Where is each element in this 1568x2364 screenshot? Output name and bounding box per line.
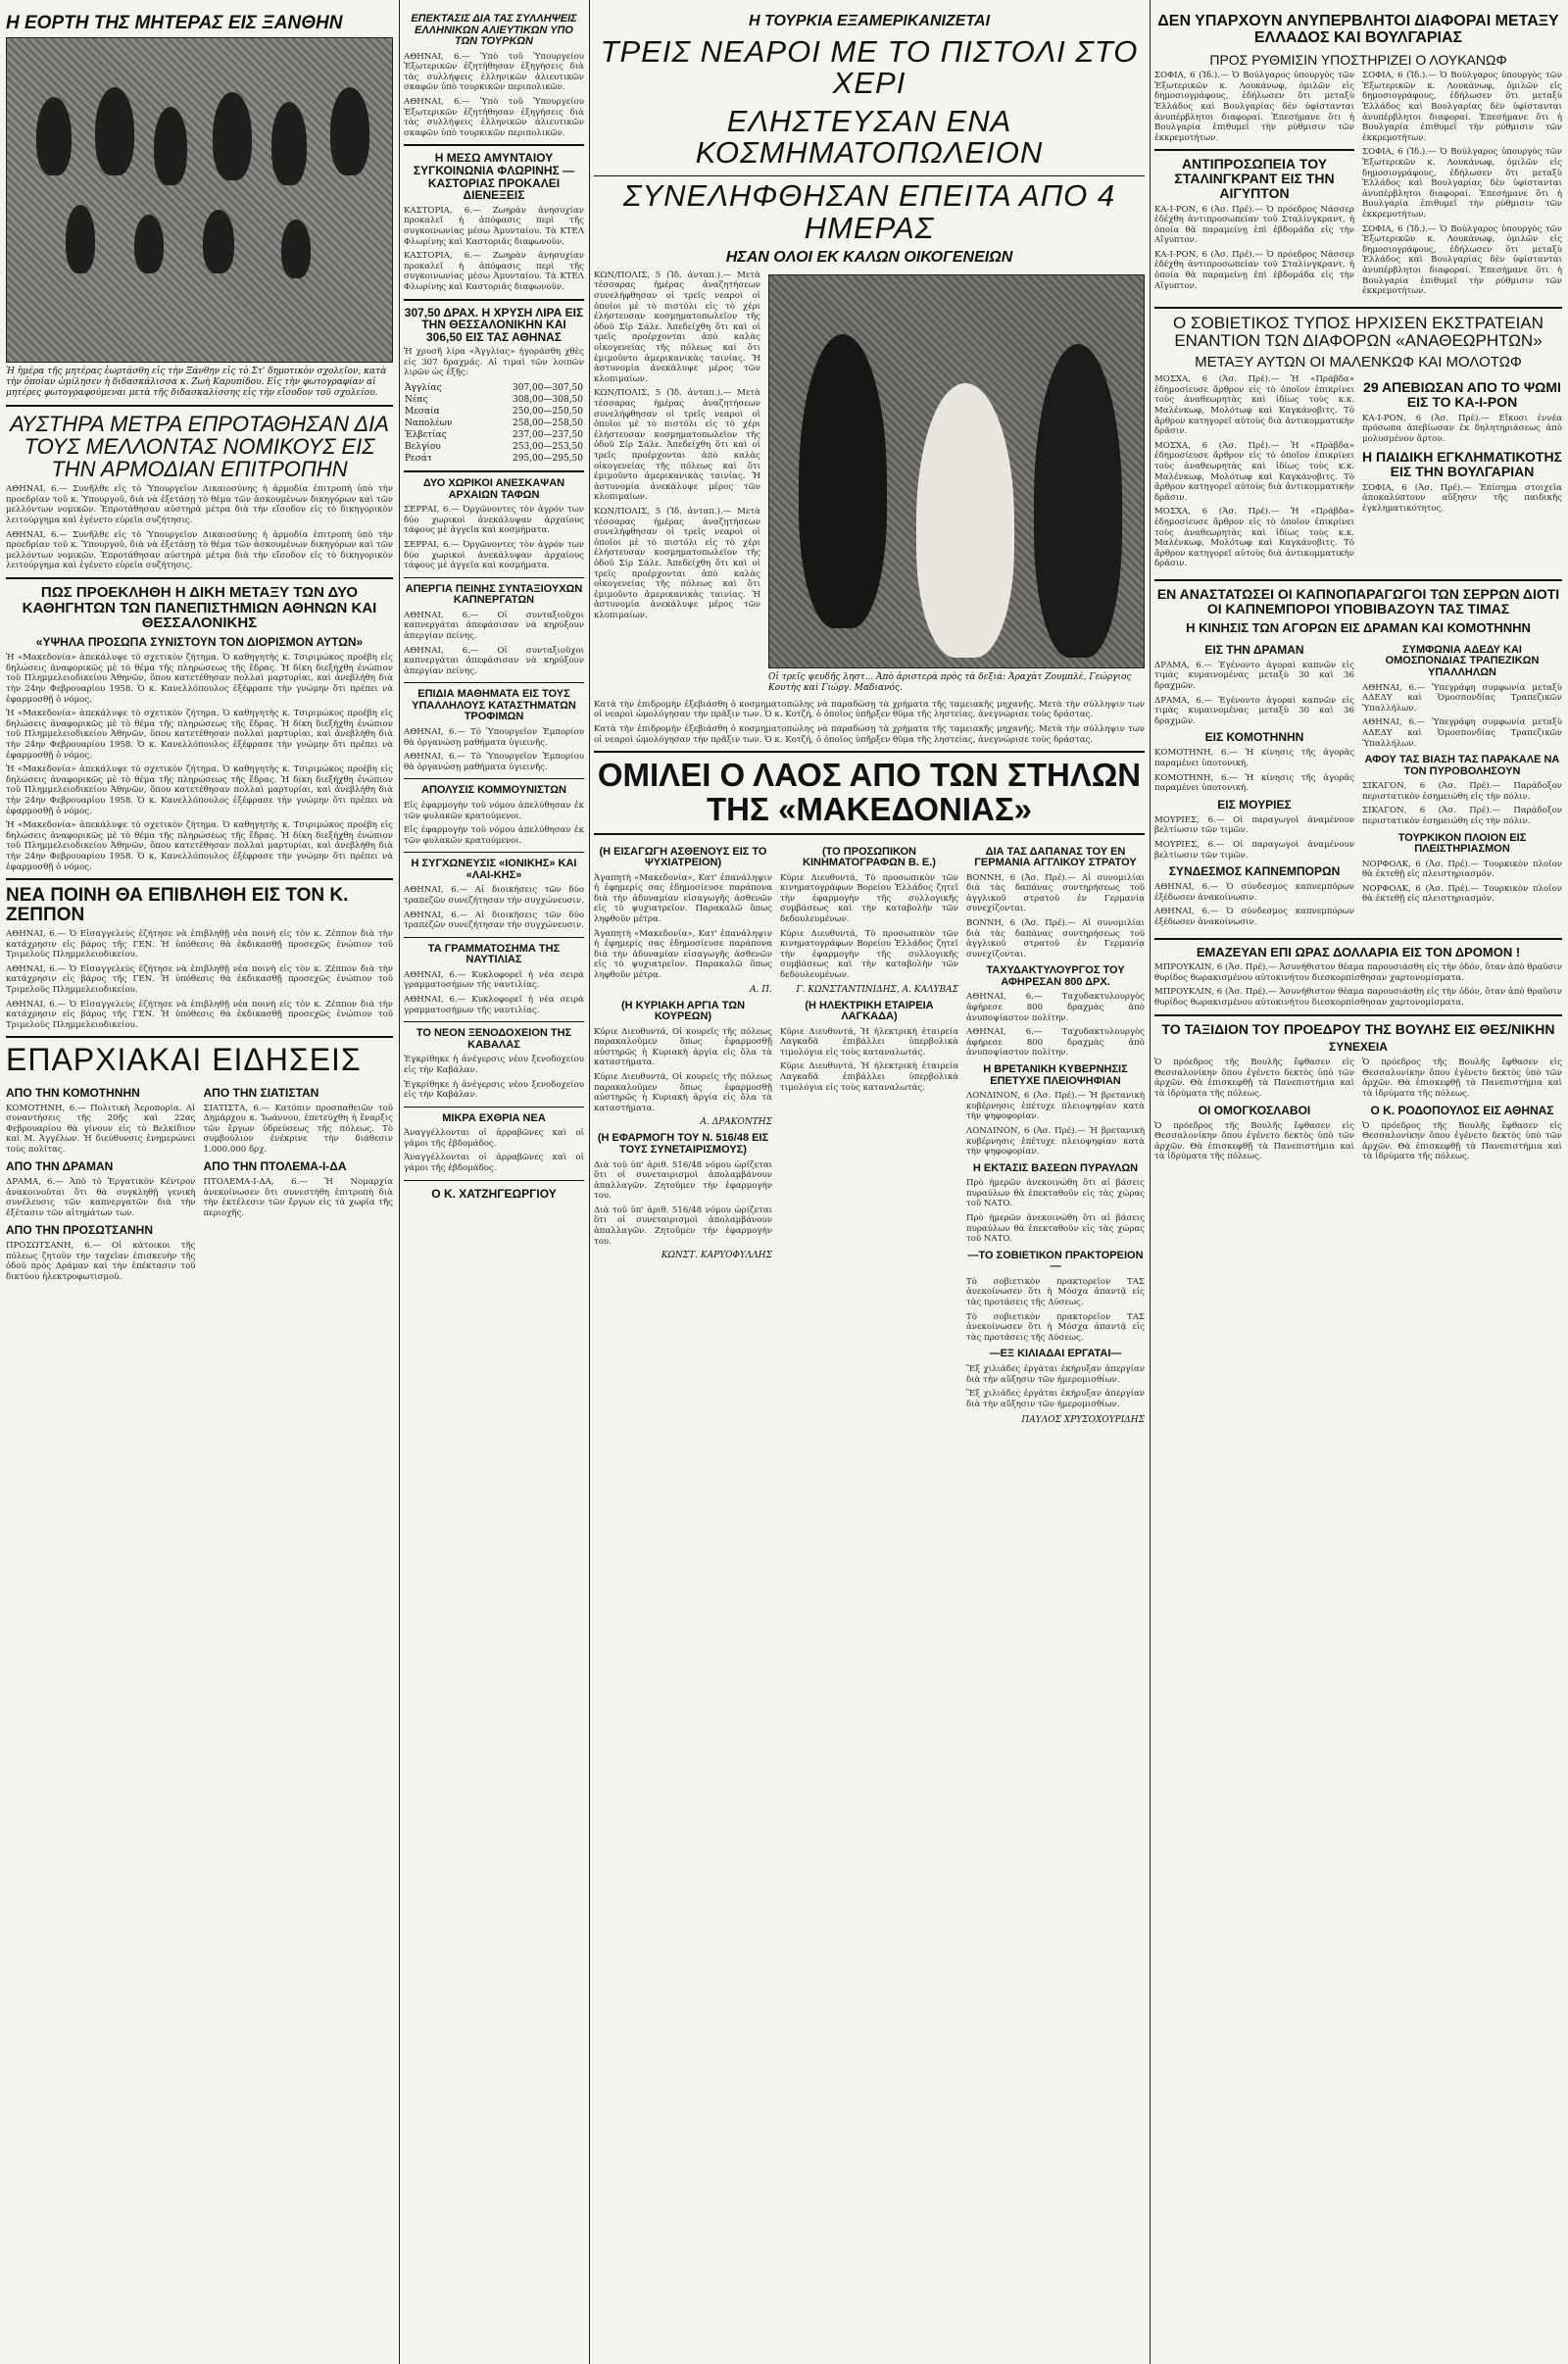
prov-title: ΑΠΟ ΤΗΝ ΣΙΑΤΙΣΤΑΝ — [203, 1085, 319, 1100]
news-body: Ἓξ χιλιάδες ἐργάται ἐκήρυξαν ἀπεργίαν διὰ τὴν αὔξησιν τῶν ἡμερομισθίων. — [966, 1364, 1145, 1385]
article-body: ΑΘΗΝΑΙ, 6.— Ὁ Εἰσαγγελεὺς ἐζήτησε νὰ ἐπιβληθῇ νέα ποινὴ εἰς τὸν κ. Ζέππον διὰ τὴν κατάχρησιν εἰς βάρος τῆς ΓΕΝ. Ἡ ὑπόθεσις θὰ ἐκδικασθῇ προσεχῶς ἐνώπιον τοῦ Τριμελοῦς Πλημμελειοδικείου. — [6, 963, 393, 995]
market-title: ΣΥΝΔΕΣΜΟΣ ΚΑΠΝΕΜΠΟΡΩΝ — [1168, 864, 1341, 879]
article-body: Ἡ «Μακεδονία» ἀπεκάλυψε τὸ σχετικὸν ζήτημα. Ὁ καθηγητὴς κ. Τσιριμώκος προέβη εἰς δηλώσεις ἀναφορικῶς μὲ τὸ θέμα τῆς πληρώσεως τῆς ἕδρας. Ἡ δίκη διεξήχθη ἐνώπιον τοῦ Πλημμελειοδικείου Ἀθηνῶν, ὅπου κατετέθησαν πολλαὶ μαρτυρίαι, καὶ ἀνεβλήθη διὰ τὴν 24ην Φεβρουαρίου 1958. Ὁ κ. Κανελλόπουλος ἐξέφρασε τὴν γνώμην ὅτι πρέπει νὰ ἐφαρμοσθῇ ὁ νόμος. — [6, 764, 393, 816]
gold-coin: Ναπολέων — [405, 419, 453, 429]
article-body: ΜΠΡΟΥΚΛΙΝ, 6 (Ἀσ. Πρέ).— Ἀσυνήθιστον θέαμα παρουσιάσθη εἰς τὴν ὁδόν, ὅταν ἀπὸ θραῦσιν θυρίδος θωρακισμένου αὐτοκινήτου διεσκορπίσθησαν χαρτονομίσματα. — [1154, 962, 1562, 983]
letter-body: Κύριε Διευθυντά, Ἡ ἡλεκτρικὴ ἑταιρεία Λαγκαδᾶ ἐπιβάλλει ὑπερβολικὰ τιμολόγια εἰς τοὺς καταναλωτάς. — [780, 1026, 958, 1058]
market-title: ΕΙΣ ΚΟΜΟΤΗΝΗΝ — [1204, 730, 1304, 745]
market-body: ΑΘΗΝΑΙ, 6.— Ὁ σύνδεσμος καπνεμπόρων ἐξέδωσεν ἀνακοίνωσιν. — [1154, 907, 1354, 927]
market-body: ΔΡΑΜΑ, 6.— Ἐγένοντο ἀγοραὶ καπνῶν εἰς τιμὰς κυμαινομένας μεταξὺ 30 καὶ 36 δραχμῶν. — [1154, 695, 1354, 726]
prov-title: ΑΠΟ ΤΗΝ ΚΟΜΟΤΗΝΗΝ — [6, 1085, 140, 1100]
news-body: Τὸ σοβιετικὸν πρακτορεῖον ΤΑΣ ἀνεκοίνωσεν ὅτι ἡ Μόσχα ἀπαντᾷ εἰς τὰς προτάσεις τῆς Δύσεως. — [966, 1276, 1145, 1308]
item-title: Η ΜΕΣΩ ΑΜΥΝΤΑΙΟΥ ΣΥΓΚΟΙΝΩΝΙΑ ΦΛΩΡΙΝΗΣ — ΚΑΣΤΟΡΙΑΣ ΠΡΟΚΑΛΕΙ ΔΙΕΝΕΞΕΙΣ — [413, 151, 575, 203]
gold-row — [404, 418, 584, 429]
sub-heading: ΟΙ ΟΜΟΓΚΟΣΛΑΒΟΙ — [1198, 1103, 1311, 1117]
item-body: ΑΘΗΝΑΙ, 6.— Ὑπεγράφη συμφωνία μεταξὺ ΑΔΕΔΥ καὶ Ὁμοσπονδίας Τραπεζικῶν Ὑπαλλήλων. — [1362, 682, 1562, 714]
item-body: ΑΘΗΝΑΙ, 6.— Ὑπεγράφη συμφωνία μεταξὺ ΑΔΕΔΥ καὶ Ὁμοσπονδίας Τραπεζικῶν Ὑπαλλήλων. — [1362, 717, 1562, 749]
item-body: ΚΑ-Ι-ΡΟΝ, 6 (Ἀσ. Πρέ).— Εἴκοσι ἐννέα πρόσωπα ἀπεβίωσαν ἐκ δηλητηριάσεως ἀπὸ μολυσμένον ἄρτον. — [1362, 413, 1562, 444]
column-rule — [399, 0, 400, 2364]
market-title: ΕΙΣ ΤΗΝ ΔΡΑΜΑΝ — [1204, 642, 1304, 657]
letter-signature: ΚΩΝΣΤ. ΚΑΡΥΟΦΥΛΛΗΣ — [661, 1251, 772, 1261]
center-block — [594, 8, 1145, 2356]
mothers-day-photo — [6, 37, 393, 363]
news-body: Ἓξ χιλιάδες ἐργάται ἐκήρυξαν ἀπεργίαν διὰ τὴν αὔξησιν τῶν ἡμερομισθίων. — [966, 1389, 1145, 1409]
item-body: ΣΟΦΙΑ, 6 (Ἀσ. Πρέ).— Ἐπίσημα στοιχεῖα ἀποκαλύπτουν αὔξησιν τῆς παιδικῆς ἐγκληματικότητος. — [1362, 482, 1562, 514]
headline-professors: ΠΩΣ ΠΡΟΕΚΛΗΘΗ Η ΔΙΚΗ ΜΕΤΑΞΥ ΤΩΝ ΔΥΟ ΚΑΘΗΓΗΤΩΝ ΤΩΝ ΠΑΝΕΠΙΣΤΗΜΙΩΝ ΑΘΗΝΩΝ ΚΑΙ ΘΕΣΣΑΛΟΝΙΚΗΣ — [22, 583, 377, 632]
letter-body: Διὰ τοῦ ὑπ' ἀριθ. 516/48 νόμου ὡρίζεται ὅτι οἱ συνεταιρισμοὶ ἀπολαμβάνουν ἀπαλλαγῶν. Ζητοῦμεν τὴν ἐφαρμογήν του. — [594, 1205, 772, 1247]
letter-body: Κύριε Διευθυντά, Τὸ προσωπικὸν τῶν κινηματογράφων Βορείου Ἑλλάδος ζητεῖ τὴν ἐφαρμογὴν τῆς συλλογικῆς συμβάσεως καὶ τὴν καταβολὴν τῶν δεδουλευμένων. — [780, 872, 958, 924]
divider — [404, 778, 584, 779]
article-body: ΜΠΡΟΥΚΛΙΝ, 6 (Ἀσ. Πρέ).— Ἀσυνήθιστον θέαμα παρουσιάσθη εἰς τὴν ὁδόν, ὅταν ἀπὸ θραῦσιν θυρίδος θωρακισμένου αὐτοκινήτου διεσκορπίσθησαν χαρτονομίσματα. — [1154, 987, 1562, 1008]
item-title: ΜΙΚΡΑ ΕΧΘΡΙΑ ΝΕΑ — [442, 1111, 546, 1124]
item-body: ΑΘΗΝΑΙ, 6.— Οἱ συνταξιοῦχοι καπνεργάται ἀπεφάσισαν νὰ κηρύξουν ἀπεργίαν πείνης. — [404, 610, 584, 642]
letter-body: Διὰ τοῦ ὑπ' ἀριθ. 516/48 νόμου ὡρίζεται ὅτι οἱ συνεταιρισμοὶ ἀπολαμβάνουν ἀπαλλαγῶν. Ζητοῦμεν τὴν ἐφαρμογήν του. — [594, 1159, 772, 1202]
gold-coin: Μεσαία — [405, 407, 440, 418]
item-title: Η ΣΥΓΧΩΝΕΥΣΙΣ «ΙΟΝΙΚΗΣ» ΚΑΙ «ΛΑΙ-ΚΗΣ» — [411, 858, 577, 881]
prov-body: ΔΡΑΜΑ, 6.— Ἀπὸ τὸ Ἐργατικὸν Κέντρον ἀνακοινοῦται ὅτι θὰ συγκληθῇ γενικὴ συνέλευσις τῶν καπνεργατῶν διὰ τὴν ἐξέτασιν τῶν αἰτημάτων των. — [6, 1177, 196, 1218]
item-body: ΚΑΣΤΟΡΙΑ, 6.— Ζωηρὰν ἀνησυχίαν προκαλεῖ ἡ ἀπόφασις περὶ τῆς συγκοινωνίας μέσω Ἀμυνταίου. Τὰ ΚΤΕΛ Φλωρίνης καὶ Καστοριᾶς διαφωνοῦν. — [404, 251, 584, 292]
item-title: ΕΠΙΔΙΑ ΜΑΘΗΜΑΤΑ ΕΙΣ ΤΟΥΣ ΥΠΑΛΛΗΛΟΥΣ ΚΑΤΑΣΤΗΜΑΤΩΝ ΤΡΟΦΙΜΩΝ — [412, 688, 576, 723]
item-body: ΑΘΗΝΑΙ, 6.— Οἱ συνταξιοῦχοι καπνεργάται ἀπεφάσισαν νὰ κηρύξουν ἀπεργίαν πείνης. — [404, 645, 584, 676]
letter-title: (Η ΗΛΕΚΤΡΙΚΗ ΕΤΑΙΡΕΙΑ ΛΑΓΚΑΔΑ) — [805, 999, 934, 1023]
article-body: ΚΩΝ/ΠΟΛΙΣ, 5 (Ἰδ. ἀνταπ.).— Μετὰ τέσσαρας ἡμέρας ἀναζητήσεων συνελήφθησαν οἱ τρεῖς νεαροὶ οἱ ὁποῖοι μὲ τὸ πιστόλι εἰς τὸ χέρι ἐλήστευσαν κοσμηματοπωλεῖον τῆς ὁδοῦ Σίρ Σάλε. Ἀπεδείχθη ὅτι καὶ οἱ τρεῖς προέρχονται ἀπὸ καλὰς οἰκογενείας τῆς πόλεως καὶ ὅτι ἐμιμοῦντο ἀμερικανικὰς ταινίας. Ἡ ἀστυνομία ἀνεκάλυψε μέρος τῶν κλοπιμαίων. — [594, 270, 760, 384]
headline-lawyers: ΑΥΣΤΗΡΑ ΜΕΤΡΑ ΕΠΡΟΤΑΘΗΣΑΝ ΔΙΑ ΤΟΥΣ ΜΕΛΛΟΝΤΑΣ ΝΟΜΙΚΟΥΣ ΕΙΣ ΤΗΝ ΑΡΜΟΔΙΑΝ ΕΠΙΤΡΟΠΗΝ — [10, 411, 389, 482]
item-body: Ἀναγγέλλονται οἱ ἀρραβῶνες καὶ οἱ γάμοι τῆς ἑβδομάδος. — [404, 1128, 584, 1149]
article-body: ΜΟΣΧΑ, 6 (Ἀσ. Πρέ).— Ἡ «Πράβδα» ἐδημοσίευσε ἄρθρον εἰς τὸ ὁποῖον ἐπικρίνει τοὺς ἀναθεωρητὰς καὶ ἰδίως τοὺς κ.κ. Μαλένκωφ, Μολότωφ καὶ Καγκάνοβιτς. Τὸ ἄρθρον κατηγορεῖ αὐτοὺς διὰ ἀντικομματικὴν δρᾶσιν. — [1154, 440, 1354, 503]
article-body: Ὁ πρόεδρος τῆς Βουλῆς ἔφθασεν εἰς Θεσσαλονίκην ὅπου ἐγένετο δεκτὸς ὑπὸ τῶν ἀρχῶν. Θὰ ἐπισκεφθῇ τὰ Πανεπιστήμια καὶ τὰ ἱδρύματα τῆς πόλεως. — [1154, 1058, 1354, 1100]
main-headline-3: ΣΥΝΕΛΗΦΘΗΣΑΝ ΕΠΕΙΤΑ ΑΠΟ 4 ΗΜΕΡΑΣ — [594, 175, 1145, 244]
news-title: ΤΑΧΥΔΑΚΤΥΛΟΥΡΓΟΣ ΤΟΥ ΑΦΗΡΕΣΑΝ 800 ΔΡΧ. — [986, 964, 1125, 988]
item-title: ΑΦΟΥ ΤΑΣ ΒΙΑΣΗ ΤΑΣ ΠΑΡΑΚΑΛΕ ΝΑ ΤΟΝ ΠΥΡΟΒΟΛΗΣΟΥΝ — [1364, 754, 1560, 777]
item-body: Ἐγκρίθηκε ἡ ἀνέγερσις νέου ξενοδοχείου εἰς τὴν Καβάλαν. — [404, 1055, 584, 1075]
left-column — [6, 8, 393, 2356]
news-title: Η ΒΡΕΤΑΝΙΚΗ ΚΥΒΕΡΝΗΣΙΣ ΕΠΕΤΥΧΕ ΠΛΕΙΟΨΗΦΙΑΝ — [983, 1063, 1128, 1087]
item-body: ΣΙΚΑΓΟΝ, 6 (Ἀσ. Πρέ).— Παράδοξον περιστατικὸν ἐσημειώθη εἰς τὴν πόλιν. — [1362, 781, 1562, 802]
article-body: ΜΟΣΧΑ, 6 (Ἀσ. Πρέ).— Ἡ «Πράβδα» ἐδημοσίευσε ἄρθρον εἰς τὸ ὁποῖον ἐπικρίνει τοὺς ἀναθεωρητὰς καὶ ἰδίως τοὺς κ.κ. Μαλένκωφ, Μολότωφ καὶ Καγκάνοβιτς. Τὸ ἄρθρον κατηγορεῖ αὐτοὺς διὰ ἀντικομματικὴν δρᾶσιν. — [1154, 507, 1354, 569]
article-body: Ὁ πρόεδρος τῆς Βουλῆς ἔφθασεν εἰς Θεσσαλονίκην ὅπου ἐγένετο δεκτὸς ὑπὸ τῶν ἀρχῶν. Θὰ ἐπισκεφθῇ τὰ Πανεπιστήμια καὶ τὰ ἱδρύματα τῆς πόλεως. — [1154, 1120, 1354, 1162]
news-body: ΒΟΝΝΗ, 6 (Ἀσ. Πρέ).— Αἱ συνομιλίαι διὰ τὰς δαπάνας συντηρήσεως τοῦ ἀγγλικοῦ στρατοῦ ἐν Γερμανίᾳ συνεχίζονται. — [966, 918, 1145, 960]
gold-price: 308,00—308,50 — [513, 395, 583, 406]
item-title: ΤΟ ΝΕΟΝ ΞΕΝΟΔΟΧΕΙΟΝ ΤΗΣ ΚΑΒΑΛΑΣ — [416, 1027, 572, 1051]
article-body: Ἡ «Μακεδονία» ἀπεκάλυψε τὸ σχετικὸν ζήτημα. Ὁ καθηγητὴς κ. Τσιριμώκος προέβη εἰς δηλώσεις ἀναφορικῶς μὲ τὸ θέμα τῆς πληρώσεως τῆς ἕδρας. Ἡ δίκη διεξήχθη ἐνώπιον τοῦ Πλημμελειοδικείου Ἀθηνῶν, ὅπου κατετέθησαν πολλαὶ μαρτυρίαι, καὶ ἀνεβλήθη διὰ τὴν 24ην Φεβρουαρίου 1958. Ὁ κ. Κανελλόπουλος ἐξέφρασε τὴν γνώμην ὅτι πρέπει νὰ ἐφαρμοσθῇ ὁ νόμος. — [6, 653, 393, 705]
item-title: ΣΥΜΦΩΝΙΑ ΑΔΕΔΥ ΚΑΙ ΟΜΟΣΠΟΝΔΙΑΣ ΤΡΑΠΕΖΙΚΩΝ ΥΠΑΛΛΗΛΩΝ — [1385, 643, 1540, 678]
kicker: Η ΤΟΥΡΚΙΑ ΕΞΑΜΕΡΙΚΑΝΙΖΕΤΑΙ — [748, 13, 991, 29]
subheadline-professors: «ΥΨΗΛΑ ΠΡΟΣΩΠΑ ΣΥΝΙΣΤΟΥΝ ΤΟΝ ΔΙΟΡΙΣΜΟΝ ΑΥΤΩΝ» — [35, 635, 364, 650]
gold-coin: Νέας — [405, 395, 428, 406]
headline-zeppos: ΝΕΑ ΠΟΙΝΗ ΘΑ ΕΠΙΒΛΗΘΗ ΕΙΣ ΤΟΝ Κ. ΖΕΠΠΟΝ — [6, 885, 349, 926]
letter-body: Ἀγαπητὴ «Μακεδονία», Κατ' ἐπανάληψιν ἡ ἐφημερίς σας ἐδημοσίευσε παράπονα διὰ τὴν ἀδυναμίαν εἰσαγωγῆς ἀσθενῶν εἰς τὸ ψυχιατρεῖον. Παρακαλῶ ὅπως ληφθοῦν μέτρα. — [594, 928, 772, 980]
item-body: Ἐγκρίθηκε ἡ ἀνέγερσις νέου ξενοδοχείου εἰς τὴν Καβάλαν. — [404, 1079, 584, 1101]
headline-tobacco: ΕΝ ΑΝΑΣΤΑΤΩΣΕΙ ΟΙ ΚΑΠΝΟΠΑΡΑΓΩΓΟΙ ΤΩΝ ΣΕΡΡΩΝ ΔΙΟΤΙ ΟΙ ΚΑΠΝΕΜΠΟΡΟΙ ΥΠΟΒΙΒΑΖΟΥΝ ΤΑΣ ΤΙΜΑΣ — [1156, 585, 1560, 616]
news-title: —ΕΞ ΚΙΛΙΑΔΑΙ ΕΡΓΑΤΑΙ— — [989, 1348, 1122, 1360]
letter-body: Ἀγαπητὴ «Μακεδονία», Κατ' ἐπανάληψιν ἡ ἐφημερίς σας ἐδημοσίευσε παράπονα διὰ τὴν ἀδυναμίαν εἰσαγωγῆς ἀσθενῶν εἰς τὸ ψυχιατρεῖον. Παρακαλῶ ὅπως ληφθοῦν μέτρα. — [594, 872, 772, 924]
item-body: Ἡ χρυσῆ λίρα «Ἀγγλίας» ἠγοράσθη χθὲς εἰς 307 δραχμάς. Αἱ τιμαὶ τῶν λοιπῶν λιρῶν ὡς ἑξῆς: — [404, 347, 584, 378]
gold-coin: Ρεσάτ — [405, 454, 432, 465]
item-body: ΝΟΡΦΟΛΚ, 6 (Ἀσ. Πρέ).— Τουρκικὸν πλοῖον θὰ ἐκτεθῇ εἰς πλειστηριασμόν. — [1362, 883, 1562, 905]
item-title: 29 ΑΠΕΒΙΩΣΑΝ ΑΠΟ ΤΟ ΨΩΜΙ ΕΙΣ ΤΟ ΚΑ-Ι-ΡΟΝ — [1363, 379, 1561, 410]
article-body: Κατὰ τὴν ἐπιδρομὴν ἐξεβιάσθη ὁ κοσμηματοπώλης νὰ παραδώσῃ τὰ χρήματα τῆς ταμειακῆς μηχανῆς. Μετὰ τὴν σύλληψιν των οἱ νεαροὶ ὡμολόγησαν τὴν πρᾶξιν των. Ὁ κ. Κοτζή, ὁ ὁποῖος ὑπῆρξεν θῦμα τῆς ληστείας, ἀνεγνώρισε τοὺς δράστας. — [594, 699, 1145, 720]
article-body: ΚΩΝ/ΠΟΛΙΣ, 5 (Ἰδ. ἀνταπ.).— Μετὰ τέσσαρας ἡμέρας ἀναζητήσεων συνελήφθησαν οἱ τρεῖς νεαροὶ οἱ ὁποῖοι μὲ τὸ πιστόλι εἰς τὸ χέρι ἐλήστευσαν κοσμηματοπωλεῖον τῆς ὁδοῦ Σίρ Σάλε. Ἀπεδείχθη ὅτι καὶ οἱ τρεῖς προέρχονται ἀπὸ καλὰς οἰκογενείας τῆς πόλεως καὶ ὅτι ἐμιμοῦντο ἀμερικανικὰς ταινίας. Ἡ ἀστυνομία ἀνεκάλυψε μέρος τῶν κλοπιμαίων. — [594, 506, 760, 620]
article-body: Ὁ πρόεδρος τῆς Βουλῆς ἔφθασεν εἰς Θεσσαλονίκην ὅπου ἐγένετο δεκτὸς ὑπὸ τῶν ἀρχῶν. Θὰ ἐπισκεφθῇ τὰ Πανεπιστήμια καὶ τὰ ἱδρύματα τῆς πόλεως. — [1362, 1120, 1562, 1162]
gold-row — [404, 453, 584, 465]
article-body: ΣΟΦΙΑ, 6 (Ἰδ.).— Ὁ Βούλγαρος ὑπουργὸς τῶν Ἐξωτερικῶν κ. Λουκάνωφ, ὁμιλῶν εἰς δημοσιογράφους, ἐδήλωσεν ὅτι μεταξὺ Ἑλλάδος καὶ Βουλγαρίας δὲν ὑφίστανται ἀνυπέρβλητοι διαφοραί. Ἐπεσήμανε ὅτι ἡ Βουλγαρία ἐπιθυμεῖ τὴν ρύθμισιν τῶν ἐκκρεμοτήτων. — [1362, 223, 1562, 297]
item-body: ΑΘΗΝΑΙ, 6.— Αἱ διοικήσεις τῶν δύο τραπεζῶν συνεζήτησαν τὴν συγχώνευσιν. — [404, 885, 584, 907]
item-body: ΑΘΗΝΑΙ, 6.— Ὑπὸ τοῦ Ὑπουργείου Ἐξωτερικῶν ἐζητήθησαν ἐξηγήσεις διὰ τὰς συλλήψεις ἑλληνικῶν ἀλιευτικῶν σκαφῶν ὑπὸ τουρκικῶν περιπολικῶν. — [404, 51, 584, 93]
news-body: ΛΟΝΔΙΝΟΝ, 6 (Ἀσ. Πρέ).— Ἡ βρετανικὴ κυβέρνησις ἐπέτυχε πλειοψηφίαν κατὰ τὴν ψηφοφορίαν. — [966, 1091, 1145, 1122]
prov-body: ΠΡΟΣΩΤΣΑΝΗ, 6.— Οἱ κάτοικοι τῆς πόλεως ζητοῦν τὴν ταχεῖαν ἐπισκευὴν τῆς ὁδοῦ πρὸς Δράμαν καὶ τὴν ἐπέκτασιν τοῦ δικτύου ἠλεκτροφωτισμοῦ. — [6, 1241, 196, 1282]
prov-body: ΚΟΜΟΤΗΝΗ, 6.— Πολιτικὴ Ἀεροπορία. Αἱ συναντήσεις τῆς 20ῆς καὶ 22ας Φεβρουαρίου θὰ γίνουν εἰς τὸ Βελκίδιον καὶ Μ. Ἀγγέλων. Ἡ διεύθυνσις ἐνημερώνει τοὺς πολίτας. — [6, 1103, 196, 1155]
gold-row — [404, 429, 584, 441]
divider — [404, 1107, 584, 1108]
signature: Ο Κ. ΧΑΤΖΗΓΕΩΡΓΙΟΥ — [431, 1186, 557, 1201]
divider — [404, 852, 584, 853]
letter-signature: Α. ΔΡΑΚΟΝΤΗΣ — [700, 1117, 772, 1128]
news-title: Η ΕΚΤΑΣΙΣ ΒΑΣΕΩΝ ΠΥΡΑΥΛΩΝ — [972, 1161, 1139, 1174]
photo-caption: Ἡ ἡμέρα τῆς μητέρας ἑωρτάσθη εἰς τὴν Ξάνθην εἰς τὸ Στ' δημοτικὸν σχολεῖον, κατὰ τὴν ὁποίαν ὡμίλησεν ἡ διδασκάλισσα κ. Ζωὴ Καρυπίδου. Εἰς τὴν φωτογραφίαν αἱ μητέρες φωτογραφούμεναι μετὰ τῆς διδασκαλίσσης εἰς τὴν εἴσοδον τοῦ σχολείου. — [6, 366, 387, 398]
item-body: ΣΕΡΡΑΙ, 6.— Ὀργῶνοντες τὸν ἀγρόν των δύο χωρικοὶ ἀνεκάλυψαν ἀρχαίους τάφους μὲ ἀγγεῖα καὶ κοσμήματα. — [404, 539, 584, 571]
article-body: ΑΘΗΝΑΙ, 6.— Συνῆλθε εἰς τὸ Ὑπουργεῖον Δικαιοσύνης ἡ ἀρμοδία ἐπιτροπὴ ὑπὸ τὴν προεδρίαν τοῦ κ. Ὑπουργοῦ, διὰ νὰ ἐξετάσῃ τὸ θέμα τῶν ἀσκουμένων δικηγόρων καὶ τῶν μελλόντων νομικῶν. Ἐπροτάθησαν αὐστηρὰ μέτρα διὰ τὴν εἴσοδον εἰς τὸ δικηγορικὸν λειτούργημα καὶ ἐγένετο εὐρεῖα συζήτησις. — [6, 529, 393, 571]
gold-coin: Ἀγγλίας — [405, 383, 442, 394]
section-title: ΕΠΑΡΧΙΑΚΑΙ ΕΙΔΗΣΕΙΣ — [6, 1042, 362, 1078]
divider — [404, 1021, 584, 1022]
market-body: ΔΡΑΜΑ, 6.— Ἐγένοντο ἀγοραὶ καπνῶν εἰς τιμὰς κυμαινομένας μεταξὺ 30 καὶ 36 δραχμῶν. — [1154, 660, 1354, 692]
signature: ΠΑΥΛΟΣ ΧΡΥΣΟΧΟΥΡΙΔΗΣ — [1021, 1415, 1145, 1426]
market-body: ΜΟΥΡΙΕΣ, 6.— Οἱ παραγωγοὶ ἀναμένουν βελτίωσιν τῶν τιμῶν. — [1154, 814, 1354, 836]
robbers-photo — [768, 274, 1145, 668]
prov-title: ΑΠΟ ΤΗΝ ΠΡΟΣΩΤΣΑΝΗΝ — [6, 1223, 154, 1238]
subheadline-tobacco: Η ΚΙΝΗΣΙΣ ΤΩΝ ΑΓΟΡΩΝ ΕΙΣ ΔΡΑΜΑΝ ΚΑΙ ΚΟΜΟΤΗΝΗΝ — [1186, 620, 1531, 636]
gold-coin: Ἑλβετίας — [405, 430, 447, 441]
news-body: ΒΟΝΝΗ, 6 (Ἀσ. Πρέ).— Αἱ συνομιλίαι διὰ τὰς δαπάνας συντηρήσεως τοῦ ἀγγλικοῦ στρατοῦ ἐν Γερμανίᾳ συνεχίζονται. — [966, 872, 1145, 914]
prov-body: ΣΙΑΤΙΣΤΑ, 6.— Κατόπιν προσπαθειῶν τοῦ Δημάρχου κ. Ἰωάννου, ἐπετεύχθη ἡ ἔναρξις τῶν ἔργων ὑδρεύσεως τῆς πόλεως. Τὸ συμβούλιον ἐνέκρινε τὴν διάθεσιν 1.000.000 δρχ. — [203, 1103, 393, 1155]
gold-price: 307,00—307,50 — [513, 383, 583, 394]
divider — [404, 937, 584, 938]
letter-title: (Η ΕΦΑΡΜΟΓΗ ΤΟΥ Ν. 516/48 ΕΙΣ ΤΟΥΣ ΣΥΝΕΤΑΙΡΙΣΜΟΥΣ) — [597, 1132, 769, 1156]
article-body: ΣΟΦΙΑ, 6 (Ἰδ.).— Ὁ Βούλγαρος ὑπουργὸς τῶν Ἐξωτερικῶν κ. Λουκάνωφ, ὁμιλῶν εἰς δημοσιογράφους, ἐδήλωσεν ὅτι μεταξὺ Ἑλλάδος καὶ Βουλγαρίας δὲν ὑφίστανται ἀνυπέρβλητοι διαφοραί. Ἐπεσήμανε ὅτι ἡ Βουλγαρία ἐπιθυμεῖ τὴν ρύθμισιν τῶν ἐκκρεμοτήτων. — [1362, 71, 1562, 143]
letter-body: Κύριε Διευθυντά, Οἱ κουρεῖς τῆς πόλεως παρακαλοῦμεν ὅπως ἐφαρμοσθῇ αὐστηρῶς ἡ Κυριακὴ ἀργία εἰς ὅλα τὰ καταστήματα. — [594, 1072, 772, 1113]
article-body: ΑΘΗΝΑΙ, 6.— Συνῆλθε εἰς τὸ Ὑπουργεῖον Δικαιοσύνης ἡ ἀρμοδία ἐπιτροπὴ ὑπὸ τὴν προεδρίαν τοῦ κ. Ὑπουργοῦ, διὰ νὰ ἐξετάσῃ τὸ θέμα τῶν ἀσκουμένων δικηγόρων καὶ τῶν μελλόντων νομικῶν. Ἐπροτάθησαν αὐστηρὰ μέτρα διὰ τὴν εἴσοδον εἰς τὸ δικηγορικὸν λειτούργημα καὶ ἐγένετο εὐρεῖα συζήτησις. — [6, 484, 393, 525]
item-title: ΔΥΟ ΧΩΡΙΚΟΙ ΑΝΕΣΚΑΨΑΝ ΑΡΧΑΙΩΝ ΤΑΦΩΝ — [422, 477, 565, 501]
item-body: ΣΕΡΡΑΙ, 6.— Ὀργῶνοντες τὸν ἀγρόν των δύο χωρικοὶ ἀνεκάλυψαν ἀρχαίους τάφους μὲ ἀγγεῖα καὶ κοσμήματα. — [404, 505, 584, 536]
article-body: ΣΟΦΙΑ, 6 (Ἰδ.).— Ὁ Βούλγαρος ὑπουργὸς τῶν Ἐξωτερικῶν κ. Λουκάνωφ, ὁμιλῶν εἰς δημοσιογράφους, ἐδήλωσεν ὅτι μεταξὺ Ἑλλάδος καὶ Βουλγαρίας δὲν ὑφίστανται ἀνυπέρβλητοι διαφοραί. Ἐπεσήμανε ὅτι ἡ Βουλγαρία ἐπιθυμεῖ τὴν ρύθμισιν τῶν ἐκκρεμοτήτων. — [1362, 147, 1562, 220]
item-title: Η ΠΑΙΔΙΚΗ ΕΓΚΛΗΜΑΤΙΚΟΤΗΣ ΕΙΣ ΤΗΝ ΒΟΥΛΓΑΡΙΑΝ — [1362, 449, 1562, 480]
article-body: Ἡ «Μακεδονία» ἀπεκάλυψε τὸ σχετικὸν ζήτημα. Ὁ καθηγητὴς κ. Τσιριμώκος προέβη εἰς δηλώσεις ἀναφορικῶς μὲ τὸ θέμα τῆς πληρώσεως τῆς ἕδρας. Ἡ δίκη διεξήχθη ἐνώπιον τοῦ Πλημμελειοδικείου Ἀθηνῶν, ὅπου κατετέθησαν πολλαὶ μαρτυρίαι, καὶ ἀνεβλήθη διὰ τὴν 24ην Φεβρουαρίου 1958. Ὁ κ. Κανελλόπουλος ἐξέφρασε τὴν γνώμην ὅτι πρέπει νὰ ἐφαρμοσθῇ ὁ νόμος. — [6, 820, 393, 872]
wide-headline: ΟΜΙΛΕΙ Ο ΛΑΟΣ ΑΠΟ ΤΩΝ ΣΤΗΛΩΝ ΤΗΣ «ΜΑΚΕΔΟΝΙΑΣ» — [597, 757, 1142, 827]
article-body: Κατὰ τὴν ἐπιδρομὴν ἐξεβιάσθη ὁ κοσμηματοπώλης νὰ παραδώσῃ τὰ χρήματα τῆς ταμειακῆς μηχανῆς. Μετὰ τὴν σύλληψιν των οἱ νεαροὶ ὡμολόγησαν τὴν πρᾶξιν των. Ὁ κ. Κοτζή, ὁ ὁποῖος ὑπῆρξεν θῦμα τῆς ληστείας, ἀνεγνώρισε τοὺς δράστας. — [594, 724, 1145, 745]
continued-label: ΣΥΝΕΧΕΙΑ — [1329, 1040, 1388, 1055]
letter-signature: Α. Π. — [750, 984, 772, 995]
item-body: ΚΑΣΤΟΡΙΑ, 6.— Ζωηρὰν ἀνησυχίαν προκαλεῖ ἡ ἀπόφασις περὶ τῆς συγκοινωνίας μέσω Ἀμυνταίου. Τὰ ΚΤΕΛ Φλωρίνης καὶ Καστοριᾶς διαφωνοῦν. — [404, 205, 584, 247]
letter-signature: Γ. ΚΩΝΣΤΑΝΤΙΝΙΔΗΣ, Α. ΚΑΛΥΒΑΣ — [796, 984, 958, 995]
item-title: ΤΟΥΡΚΙΚΟΝ ΠΛΟΙΟΝ ΕΙΣ ΠΛΕΙΣΤΗΡΙΑΣΜΟΝ — [1397, 831, 1527, 856]
news-body: ΛΟΝΔΙΝΟΝ, 6 (Ἀσ. Πρέ).— Ἡ βρετανικὴ κυβέρνησις ἐπέτυχε πλειοψηφίαν κατὰ τὴν ψηφοφορίαν. — [966, 1125, 1145, 1157]
letter-title: (ΤΟ ΠΡΟΣΩΠΙΚΟΝ ΚΙΝΗΜΑΤΟΓΡΑΦΩΝ Β. Ε.) — [803, 845, 936, 869]
market-body: ΜΟΥΡΙΕΣ, 6.— Οἱ παραγωγοὶ ἀναμένουν βελτίωσιν τῶν τιμῶν. — [1154, 840, 1354, 861]
column-rule — [589, 0, 590, 2364]
gold-price: 295,00—295,50 — [513, 454, 583, 465]
article-body: ΑΘΗΝΑΙ, 6.— Ὁ Εἰσαγγελεὺς ἐζήτησε νὰ ἐπιβληθῇ νέα ποινὴ εἰς τὸν κ. Ζέππον διὰ τὴν κατάχρησιν εἰς βάρος τῆς ΓΕΝ. Ἡ ὑπόθεσις θὰ ἐκδικασθῇ προσεχῶς ἐνώπιον τοῦ Τριμελοῦς Πλημμελειοδικείου. — [6, 999, 393, 1030]
news-title: —ΤΟ ΣΟΒΙΕΤΙΚΟΝ ΠΡΑΚΤΟΡΕΙΟΝ— — [967, 1249, 1144, 1273]
subheadline-soviet-press: ΜΕΤΑΞΥ ΑΥΤΩΝ ΟΙ ΜΑΛΕΝΚΩΦ ΚΑΙ ΜΟΛΟΤΩΦ — [1195, 354, 1522, 371]
gold-price: 253,00—253,50 — [513, 442, 583, 453]
gold-row — [404, 406, 584, 418]
item-title: ΑΠΟΛΥΣΙΣ ΚΟΜΜΟΥΝΙΣΤΩΝ — [421, 784, 566, 797]
prov-body: ΠΤΟΛΕΜΑ-Ι-ΔΑ, 6.— Ἡ Νομαρχία ἀνεκοίνωσεν ὅτι συνεστήθη ἐπιτροπὴ διὰ τὴν ἐκτέλεσιν τῶν ἔργων εἰς τὰ χωρία τῆς περιοχῆς. — [203, 1177, 393, 1218]
item-title: ΑΠΕΡΓΙΑ ΠΕΙΝΗΣ ΣΥΝΤΑΞΙΟΥΧΩΝ ΚΑΠΝΕΡΓΑΤΩΝ — [405, 582, 583, 607]
prov-title: ΑΠΟ ΤΗΝ ΔΡΑΜΑΝ — [6, 1159, 114, 1174]
article-body: ΚΑ-Ι-ΡΟΝ, 6 (Ἀσ. Πρέ).— Ὁ πρόεδρος Νάσσερ ἐδέχθη ἀντιπροσωπείαν τοῦ Σταλίνγκραντ, ἡ ὁποία θὰ παραμείνῃ ἐπὶ ἑβδομάδα εἰς τὴν Αἴγυπτον. — [1154, 249, 1354, 291]
main-headline-1: ΤΡΕΙΣ ΝΕΑΡΟΙ ΜΕ ΤΟ ΠΙΣΤΟΛΙ ΣΤΟ ΧΕΡΙ — [600, 33, 1139, 101]
news-body: Τὸ σοβιετικὸν πρακτορεῖον ΤΑΣ ἀνεκοίνωσεν ὅτι ἡ Μόσχα ἀπαντᾷ εἰς τὰς προτάσεις τῆς Δύσεως. — [966, 1311, 1145, 1343]
right-column — [1154, 8, 1562, 2356]
headline-soviet-press: Ο ΣΟΒΙΕΤΙΚΟΣ ΤΥΠΟΣ ΗΡΧΙΣΕΝ ΕΚΣΤΡΑΤΕΙΑΝ ΕΝΑΝΤΙΟΝ ΤΩΝ ΔΙΑΦΟΡΩΝ «ΑΝΑΘΕΩΡΗΤΩΝ» — [1173, 313, 1544, 350]
gold-row — [404, 382, 584, 394]
article-body: Ὁ πρόεδρος τῆς Βουλῆς ἔφθασεν εἰς Θεσσαλονίκην ὅπου ἐγένετο δεκτὸς ὑπὸ τῶν ἀρχῶν. Θὰ ἐπισκεφθῇ τὰ Πανεπιστήμια καὶ τὰ ἱδρύματα τῆς πόλεως. — [1362, 1058, 1562, 1100]
gold-price: 237,00—237,50 — [513, 430, 583, 441]
gold-price: 258,00—258,50 — [513, 419, 583, 429]
market-body: ΑΘΗΝΑΙ, 6.— Ὁ σύνδεσμος καπνεμπόρων ἐξέδωσεν ἀνακοίνωσιν. — [1154, 882, 1354, 903]
main-subheadline: ΗΣΑΝ ΟΛΟΙ ΕΚ ΚΑΛΩΝ ΟΙΚΟΓΕΝΕΙΩΝ — [725, 249, 1013, 267]
divider — [404, 577, 584, 578]
item-body: Εἰς ἐφαρμογὴν τοῦ νόμου ἀπελύθησαν ἐκ τῶν φυλακῶν κρατούμενοι. — [404, 825, 584, 846]
gold-row — [404, 394, 584, 406]
gold-coin: Βελγίου — [405, 442, 441, 453]
headline-stalingrad: ΑΝΤΙΠΡΟΣΩΠΕΙΑ ΤΟΥ ΣΤΑΛΙΝΓΚΡΑΝΤ ΕΙΣ ΤΗΝ ΑΙΓΥΠΤΟΝ — [1174, 156, 1335, 201]
news-body: ΑΘΗΝΑΙ, 6.— Ταχυδακτυλουργὸς ἀφήρεσε 800 δραχμὰς ἀπὸ ἀνυποψίαστον πολίτην. — [966, 1027, 1145, 1059]
item-body: ΝΟΡΦΟΛΚ, 6 (Ἀσ. Πρέ).— Τουρκικὸν πλοῖον θὰ ἐκτεθῇ εἰς πλειστηριασμόν. — [1362, 859, 1562, 880]
item-title: ΤΑ ΓΡΑΜΜΑΤΟΣΗΜΑ ΤΗΣ ΝΑΥΤΙΛΙΑΣ — [427, 942, 561, 966]
divider — [404, 1180, 584, 1181]
market-body: ΚΟΜΟΤΗΝΗ, 6.— Ἡ κίνησις τῆς ἀγορᾶς παραμένει ὑποτονική. — [1154, 772, 1354, 794]
item-body: ΑΘΗΝΑΙ, 6.— Κυκλοφορεῖ ἡ νέα σειρὰ γραμματοσήμων τῆς ναυτιλίας. — [404, 995, 584, 1015]
item-title: 307,50 ΔΡΑΧ. Η ΧΡΥΣΗ ΛΙΡΑ ΕΙΣ ΤΗΝ ΘΕΣΣΑΛΟΝΙΚΗΝ ΚΑΙ 306,50 ΕΙΣ ΤΑΣ ΑΘΗΝΑΣ — [404, 305, 584, 344]
letter-body: Κύριε Διευθυντά, Οἱ κουρεῖς τῆς πόλεως παρακαλοῦμεν ὅπως ἐφαρμοσθῇ αὐστηρῶς ἡ Κυριακὴ ἀργία εἰς ὅλα τὰ καταστήματα. — [594, 1026, 772, 1068]
item-body: ΣΙΚΑΓΟΝ, 6 (Ἀσ. Πρέ).— Παράδοξον περιστατικὸν ἐσημειώθη εἰς τὴν πόλιν. — [1362, 806, 1562, 826]
letter-title: (Η ΚΥΡΙΑΚΗ ΑΡΓΙΑ ΤΩΝ ΚΟΥΡΕΩΝ) — [620, 999, 746, 1023]
item-body: ΑΘΗΝΑΙ, 6.— Ὑπὸ τοῦ Ὑπουργείου Ἐξωτερικῶν ἐζητήθησαν ἐξηγήσεις διὰ τὰς συλλήψεις ἑλληνικῶν ἀλιευτικῶν σκαφῶν ὑπὸ τουρκικῶν περιπολικῶν. — [404, 97, 584, 138]
letter-title: (Η ΕΙΣΑΓΩΓΗ ΑΣΘΕΝΟΥΣ ΕΙΣ ΤΟ ΨΥΧΙΑΤΡΕΙΟΝ) — [599, 845, 767, 869]
letter-body: Κύριε Διευθυντά, Ἡ ἡλεκτρικὴ ἑταιρεία Λαγκαδᾶ ἐπιβάλλει ὑπερβολικὰ τιμολόγια εἰς τοὺς καταναλωτάς. — [780, 1061, 958, 1093]
item-body: ΑΘΗΝΑΙ, 6.— Τὸ Ὑπουργεῖον Ἐμπορίου θὰ ὀργανώσῃ μαθήματα ὑγιεινῆς. — [404, 727, 584, 748]
gold-price-table — [404, 382, 584, 465]
headline-dollars: ΕΜΑΖΕΥΑΝ ΕΠΙ ΩΡΑΣ ΔΟΛΛΑΡΙΑ ΕΙΣ ΤΟΝ ΔΡΟΜΟΝ ! — [1196, 944, 1521, 960]
article-body: ΑΘΗΝΑΙ, 6.— Ὁ Εἰσαγγελεὺς ἐζήτησε νὰ ἐπιβληθῇ νέα ποινὴ εἰς τὸν κ. Ζέππον διὰ τὴν κατάχρησιν εἰς βάρος τῆς ΓΕΝ. Ἡ ὑπόθεσις θὰ ἐκδικασθῇ προσεχῶς ἐνώπιον τοῦ Τριμελοῦς Πλημμελειοδικείου. — [6, 928, 393, 960]
article-body: ΚΩΝ/ΠΟΛΙΣ, 5 (Ἰδ. ἀνταπ.).— Μετὰ τέσσαρας ἡμέρας ἀναζητήσεων συνελήφθησαν οἱ τρεῖς νεαροὶ οἱ ὁποῖοι μὲ τὸ πιστόλι εἰς τὸ χέρι ἐλήστευσαν κοσμηματοπωλεῖον τῆς ὁδοῦ Σίρ Σάλε. Ἀπεδείχθη ὅτι καὶ οἱ τρεῖς προέρχονται ἀπὸ καλὰς οἰκογενείας τῆς πόλεως καὶ ὅτι ἐμιμοῦντο ἀμερικανικὰς ταινίας. Ἡ ἀστυνομία ἀνεκάλυψε μέρος τῶν κλοπιμαίων. — [594, 388, 760, 503]
item-body: ΑΘΗΝΑΙ, 6.— Αἱ διοικήσεις τῶν δύο τραπεζῶν συνεζήτησαν τὴν συγχώνευσιν. — [404, 910, 584, 931]
sub-heading: Ο Κ. ΡΟΔΟΠΟΥΛΟΣ ΕΙΣ ΑΘΗΝΑΣ — [1370, 1103, 1554, 1117]
second-column — [404, 8, 584, 2356]
gold-row — [404, 441, 584, 453]
gold-price: 250,00—250,50 — [513, 407, 583, 418]
item-body: ΑΘΗΝΑΙ, 6.— Κυκλοφορεῖ ἡ νέα σειρὰ γραμματοσήμων τῆς ναυτιλίας. — [404, 969, 584, 991]
news-body: Πρὸ ἡμερῶν ἀνεκοινώθη ὅτι αἱ βάσεις πυραύλων θὰ ἐπεκταθοῦν εἰς τὰς χώρας τοῦ ΝΑΤΟ. — [966, 1213, 1145, 1245]
headline-parliament: ΤΟ ΤΑΞΙΔΙΟΝ ΤΟΥ ΠΡΟΕΔΡΟΥ ΤΗΣ ΒΟΥΛΗΣ ΕΙΣ ΘΕΣ/ΝΙΚΗΝ — [1161, 1020, 1555, 1037]
article-body: Ἡ «Μακεδονία» ἀπεκάλυψε τὸ σχετικὸν ζήτημα. Ὁ καθηγητὴς κ. Τσιριμώκος προέβη εἰς δηλώσεις ἀναφορικῶς μὲ τὸ θέμα τῆς πληρώσεως τῆς ἕδρας. Ἡ δίκη διεξήχθη ἐνώπιον τοῦ Πλημμελειοδικείου Ἀθηνῶν, ὅπου κατετέθησαν πολλαὶ μαρτυρίαι, καὶ ἀνεβλήθη διὰ τὴν 24ην Φεβρουαρίου 1958. Ὁ κ. Κανελλόπουλος ἐξέφρασε τὴν γνώμην ὅτι πρέπει νὰ ἐφαρμοσθῇ ὁ νόμος. — [6, 709, 393, 761]
headline-bulgaria: ΔΕΝ ΥΠΑΡΧΟΥΝ ΑΝΥΠΕΡΒΛΗΤΟΙ ΔΙΑΦΟΡΑΙ ΜΕΤΑΞΥ ΕΛΛΑΔΟΣ ΚΑΙ ΒΟΥΛΓΑΡΙΑΣ — [1157, 13, 1559, 46]
item-body: Ἀναγγέλλονται οἱ ἀρραβῶνες καὶ οἱ γάμοι τῆς ἑβδομάδος. — [404, 1153, 584, 1174]
article-body: ΜΟΣΧΑ, 6 (Ἀσ. Πρέ).— Ἡ «Πράβδα» ἐδημοσίευσε ἄρθρον εἰς τὸ ὁποῖον ἐπικρίνει τοὺς ἀναθεωρητὰς καὶ ἰδίως τοὺς κ.κ. Μαλένκωφ, Μολότωφ καὶ Καγκάνοβιτς. Τὸ ἄρθρον κατηγορεῖ αὐτοὺς διὰ ἀντικομματικὴν δρᾶσιν. — [1154, 374, 1354, 437]
news-body: ΑΘΗΝΑΙ, 6.— Ταχυδακτυλουργὸς ἀφήρεσε 800 δραχμὰς ἀπὸ ἀνυποψίαστον πολίτην. — [966, 992, 1145, 1023]
item-body: ΑΘΗΝΑΙ, 6.— Τὸ Ὑπουργεῖον Ἐμπορίου θὰ ὀργανώσῃ μαθήματα ὑγιεινῆς. — [404, 752, 584, 772]
letter-body: Κύριε Διευθυντά, Τὸ προσωπικὸν τῶν κινηματογράφων Βορείου Ἑλλάδος ζητεῖ τὴν ἐφαρμογὴν τῆς συλλογικῆς συμβάσεως καὶ τὴν καταβολὴν τῶν δεδουλευμένων. — [780, 928, 958, 980]
divider — [404, 682, 584, 683]
main-headline-2: ΕΛΗΣΤΕΥΣΑΝ ΕΝΑ ΚΟΣΜΗΜΑΤΟΠΩΛΕΙΟΝ — [695, 103, 1044, 171]
article-body: ΣΟΦΙΑ, 6 (Ἰδ.).— Ὁ Βούλγαρος ὑπουργὸς τῶν Ἐξωτερικῶν κ. Λουκάνωφ, ὁμιλῶν εἰς δημοσιογράφους, ἐδήλωσεν ὅτι μεταξὺ Ἑλλάδος καὶ Βουλγαρίας δὲν ὑφίστανται ἀνυπέρβλητοι διαφοραί. Ἐπεσήμανε ὅτι ἡ Βουλγαρία ἐπιθυμεῖ τὴν ρύθμισιν τῶν ἐκκρεμοτήτων. — [1154, 71, 1354, 143]
news-title: ΔΙΑ ΤΑΣ ΔΑΠΑΝΑΣ ΤΟΥ ΕΝ ΓΕΡΜΑΝΙΑ ΑΓΓΛΙΚΟΥ ΣΤΡΑΤΟΥ — [974, 845, 1137, 869]
market-title: ΕΙΣ ΜΟΥΡΙΕΣ — [1217, 797, 1292, 812]
prov-title: ΑΠΟ ΤΗΝ ΠΤΟΛΕΜΑ-Ι-ΔΑ — [203, 1159, 347, 1174]
market-body: ΚΟΜΟΤΗΝΗ, 6.— Ἡ κίνησις τῆς ἀγορᾶς παραμένει ὑποτονική. — [1154, 748, 1354, 769]
item-title: ΕΠΕΚΤΑΣΙΣ ΔΙΑ ΤΑΣ ΣΥΛΛΗΨΕΙΣ ΕΛΛΗΝΙΚΩΝ ΑΛΙΕΥΤΙΚΩΝ ΥΠΟ ΤΩΝ ΤΟΥΡΚΩΝ — [411, 13, 577, 48]
subheadline-bulgaria: ΠΡΟΣ ΡΥΘΜΙΣΙΝ ΥΠΟΣΤΗΡΙΖΕΙ Ο ΛΟΥΚΑΝΩΦ — [1209, 51, 1507, 68]
article-body: ΚΑ-Ι-ΡΟΝ, 6 (Ἀσ. Πρέ).— Ὁ πρόεδρος Νάσσερ ἐδέχθη ἀντιπροσωπείαν τοῦ Σταλίνγκραντ, ἡ ὁποία θὰ παραμείνῃ ἐπὶ ἑβδομάδα εἰς τὴν Αἴγυπτον. — [1154, 204, 1354, 246]
photo-caption: Οἱ τρεῖς ψευδῆς ληστ... Ἀπὸ ἀριστερὰ πρὸς τὰ δεξιά: Ἀραχὰτ Ζουμπλὲ, Γεώργιος Κουτὴς καὶ Γιώργ. Μαδιανός. — [768, 671, 1132, 693]
news-body: Πρὸ ἡμερῶν ἀνεκοινώθη ὅτι αἱ βάσεις πυραύλων θὰ ἐπεκταθοῦν εἰς τὰς χώρας τοῦ ΝΑΤΟ. — [966, 1178, 1145, 1209]
column-rule — [1150, 0, 1151, 2364]
item-body: Εἰς ἐφαρμογὴν τοῦ νόμου ἀπελύθησαν ἐκ τῶν φυλακῶν κρατούμενοι. — [404, 800, 584, 821]
photo-headline: Η ΕΟΡΤΗ ΤΗΣ ΜΗΤΕΡΑΣ ΕΙΣ ΞΑΝΘΗΝ — [6, 13, 343, 33]
